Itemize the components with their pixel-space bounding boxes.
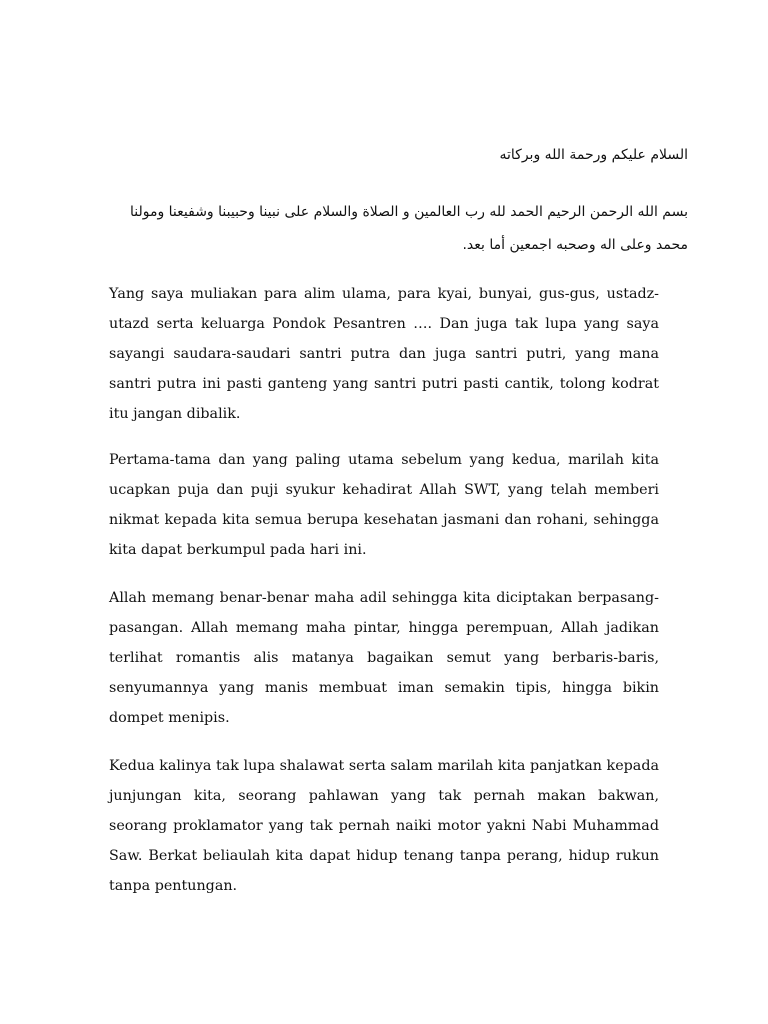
arabic-opening: بسم الله الرحمن الرحيم الحمد لله رب العالمين و الصلاة والسلام على نبينا وحبيبنا وشفيعنا ومولنا محمد وعلى اله وصحبه اجمعين أما بعد. (129, 204, 688, 253)
paragraph-4: Kedua kalinya tak lupa shalawat serta salam marilah kita panjatkan kepada junjungan kita, seorang pahlawan yang tak pernah makan bakwan, seorang proklamator yang tak pernah naiki motor yakni Nabi Muhammad Saw. Berkat beliaulah kita dapat hidup tenang tanpa perang, hidup rukun tanpa pentungan. (109, 758, 659, 894)
paragraph-1: Yang saya muliakan para alim ulama, para kyai, bunyai, gus-gus, ustadz-utazd serta keluarga Pondok Pesantren …. Dan juga tak lupa yang saya sayangi saudara-saudari santri putra dan juga santri putri, yang mana santri putra ini pasti ganteng yang santri putri pasti cantik, tolong kodrat itu jangan dibalik. (109, 286, 659, 422)
paragraph-2: Pertama-tama dan yang paling utama sebelum yang kedua, marilah kita ucapkan puja dan puji syukur kehadirat Allah SWT, yang telah memberi nikmat kepada kita semua berupa kesehatan jasmani dan rohani, sehingga kita dapat berkumpul pada hari ini. (109, 452, 659, 558)
paragraph-3: Allah memang benar-benar maha adil sehingga kita diciptakan berpasang-pasangan. Allah memang maha pintar, hingga perempuan, Allah jadikan terlihat romantis alis matanya bagaikan semut yang berbaris-baris, senyumannya yang manis membuat iman semakin tipis, hingga bikin dompet menipis. (109, 590, 659, 726)
arabic-greeting: السلام عليكم ورحمة الله وبركاته (499, 147, 688, 163)
